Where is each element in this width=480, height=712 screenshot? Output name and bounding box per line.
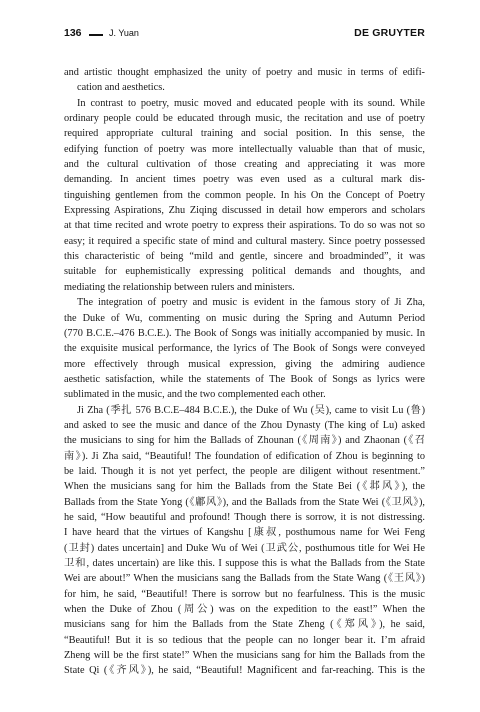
text-line: easy; it required a specific state of mind and cultural mastery. Since poetry possessed <box>64 235 425 247</box>
text-line: when the Duke of Zhou (周公) was on the expedition to the east!” When the <box>64 604 425 616</box>
text-line: he said, “How beautiful and profound! Though there is sorrow, it is not distressing. <box>64 511 425 523</box>
running-author: J. Yuan <box>109 28 139 38</box>
text-line: Expressing Aspirations, Zhu Ziqing discussed in detail how emperors and scholars <box>64 205 425 217</box>
running-header <box>64 27 425 41</box>
text-line: 卫和, dates uncertain) are like this. I suppose this is what the Ballads from the State <box>64 558 425 569</box>
body-text <box>64 65 425 679</box>
text-line: required appropriate cultural training and social position. In this sense, the <box>64 128 425 140</box>
text-line: Ji Zha (季扎 576 B.C.E–484 B.C.E.), the Duke of Wu (吴), came to visit Lu (鲁) <box>77 404 425 416</box>
text-line: (770 B.C.E.–476 B.C.E.). The Book of Songs was initially accompanied by music. In <box>64 327 425 339</box>
text-line: “Beautiful! But it is so tedious that the people can no longer bear it. I’m afraid <box>64 634 425 646</box>
text-line: musicians sang for him the Ballads from the State Zheng (《郑风》), he said, <box>64 619 425 631</box>
text-line: Zheng will be the first state!” When the musicians sang for him the Ballads from the <box>64 650 425 662</box>
text-line: 南》). Ji Zha said, “Beautiful! The foundation of edification of Zhou is beginning to <box>64 450 425 462</box>
text-line: this characteristic of being “mild and gentle, sincere and broadminded”, it was <box>64 251 425 263</box>
text-line: The integration of poetry and music is evident in the famous story of Ji Zha, <box>77 297 425 309</box>
text-line: and artistic thought emphasized the unity of poetry and music in terms of edifi- <box>64 67 425 78</box>
text-line: Wei are about!” When the musicians sang the Ballads from the State Wang (《王风》) <box>64 573 425 585</box>
text-line: the musicians to sing for him the Ballads of Zhounan (《周南》) and Zhaonan (《召 <box>64 435 425 447</box>
text-line: mediating the relationship between rulers and ministers. <box>64 281 295 293</box>
header-dash <box>89 34 103 36</box>
text-line: and the cultural cultivation of those creating and appreciating it was more <box>64 159 425 171</box>
text-line: suitable for euphemistically expressing political demands and thoughts, and <box>64 266 425 278</box>
text-line: demanding. In ancient times poetry was even used as a cultural mark dis- <box>64 174 425 186</box>
text-line: for him, he said, “Beautiful! There is sorrow but no fearfulness. This is the music <box>64 588 425 600</box>
text-line: cation and aesthetics. <box>77 82 165 94</box>
text-line: at that time recited and wrote poetry to express their aspirations. To do so was not so <box>64 220 425 232</box>
text-line: I have heard that the virtues of Kangshu [康叔, posthumous name for Wei Feng <box>64 527 425 539</box>
text-line: Ballads from the State Yong (《鄘风》), and the Ballads from the State Wei (《卫风》), <box>64 496 425 508</box>
text-line: be laid. Though it is not yet perfect, the people are diligent without resentment.” <box>64 465 425 477</box>
text-line: State Qi (《齐风》), he said, “Beautiful! Magnificent and far-reaching. This is the <box>64 665 425 677</box>
text-line: (卫封) dates uncertain] and Duke Wu of Wei (卫武公, posthumous title for Wei He <box>64 542 425 554</box>
text-line: ordinary people could be educated through music, the recitation and use of poetry <box>64 113 425 125</box>
page-number: 136 <box>64 27 82 39</box>
text-line: tinguishing gentlemen from the common people. In his On the Concept of Poetry <box>64 189 425 201</box>
text-line: the Duke of Wu, commenting on music during the Spring and Autumn Period <box>64 312 425 324</box>
text-line: the exquisite musical performance, the lyrics of The Book of Songs were conveyed <box>64 343 425 355</box>
text-line: and asked to see the music and dance of the Zhou Dynasty (The king of Lu) asked <box>64 419 425 431</box>
text-line: In contrast to poetry, music moved and educated people with its sound. While <box>77 97 425 109</box>
text-line: sublimated in the music, and the two complemented each other. <box>64 389 326 401</box>
publisher-logo: DE GRUYTER <box>354 27 425 39</box>
text-line: edifying function of poetry was more intellectually valuable than that of music, <box>64 143 425 155</box>
text-line: aesthetic satisfaction, while the statements of The Book of Songs as lyrics were <box>64 373 425 385</box>
text-line: more effectively through musical expression, giving the admiring audience <box>64 358 425 370</box>
text-line: When the musicians sang for him the Ballads from the State Bei (《邶风》), the <box>64 481 425 493</box>
